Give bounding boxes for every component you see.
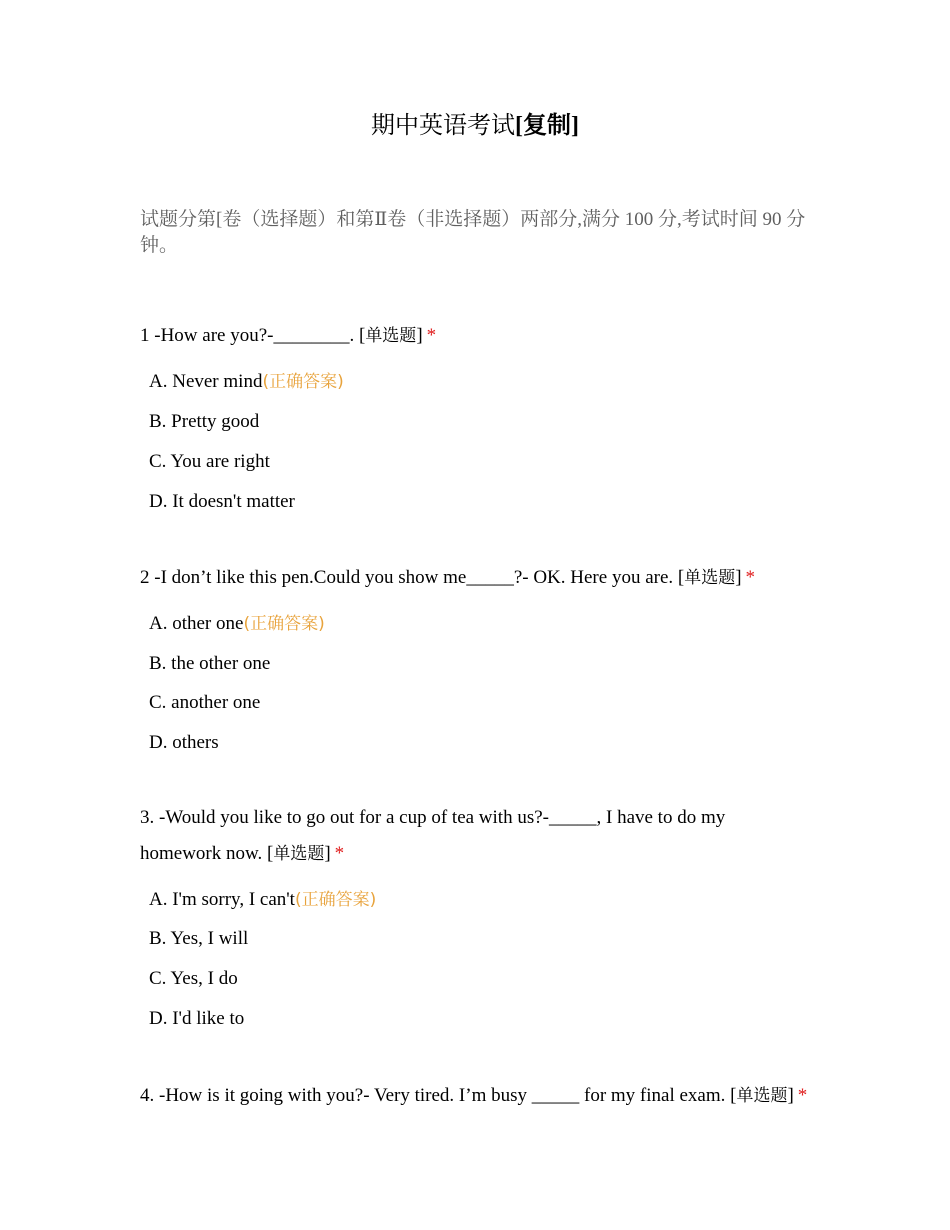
- option-1a: [149, 370, 344, 394]
- exam-intro: 试题分第[卷（选择题）和第Ⅱ卷（非选择题）两部分,满分 100 分,考试时间 90 分钟。: [140, 209, 806, 256]
- question-2: [140, 560, 810, 596]
- question-stem: 3. -Would you like to go out for a cup of tea with us?-_____, I have to do my homework now. [: [140, 807, 726, 864]
- correct-answer-tag: (正确答案): [294, 890, 377, 910]
- question-stem: 1 -How are you?-________. [: [140, 325, 366, 346]
- option-3d: D. I'd like to: [149, 1008, 245, 1029]
- question-3: [140, 800, 810, 872]
- question-4: [140, 1078, 820, 1114]
- option-text: A. I'm sorry, I can't: [149, 889, 295, 910]
- question-stem-end: ]: [735, 567, 742, 588]
- option-text: A. Never mind: [149, 371, 263, 392]
- option-1d: D. It doesn't matter: [149, 491, 295, 512]
- option-1b: B. Pretty good: [149, 411, 260, 432]
- option-2c: C. another one: [149, 692, 261, 713]
- question-type: 单选题: [684, 568, 736, 588]
- option-text: A. other one: [149, 613, 244, 634]
- option-3c: C. Yes, I do: [149, 968, 238, 989]
- required-marker: *: [745, 567, 756, 588]
- question-type: 单选题: [273, 844, 325, 864]
- page-title: [0, 110, 950, 142]
- question-stem-end: ]: [787, 1085, 794, 1106]
- title-text: 期中英语考试: [371, 113, 515, 139]
- question-stem: 2 -I don’t like this pen.Could you show me_____?- OK. Here you are. [: [140, 567, 685, 588]
- title-suffix: [复制]: [515, 113, 579, 139]
- option-3b: B. Yes, I will: [149, 928, 249, 949]
- required-marker: *: [797, 1085, 808, 1106]
- correct-answer-tag: (正确答案): [262, 372, 344, 392]
- question-stem-end: ]: [416, 325, 423, 346]
- option-2a: [149, 612, 325, 636]
- required-marker: *: [334, 843, 345, 864]
- question-type: 单选题: [365, 326, 417, 346]
- question-stem: 4. -How is it going with you?- Very tired. I’m busy _____ for my final exam. [: [140, 1085, 737, 1106]
- option-2b: B. the other one: [149, 653, 271, 674]
- correct-answer-tag: (正确答案): [243, 614, 325, 634]
- question-type: 单选题: [736, 1086, 788, 1106]
- required-marker: *: [426, 325, 437, 346]
- option-1c: C. You are right: [149, 451, 270, 472]
- question-stem-end: ]: [324, 843, 331, 864]
- question-1: [140, 318, 810, 354]
- option-2d: D. others: [149, 732, 219, 753]
- option-3a: [149, 888, 376, 912]
